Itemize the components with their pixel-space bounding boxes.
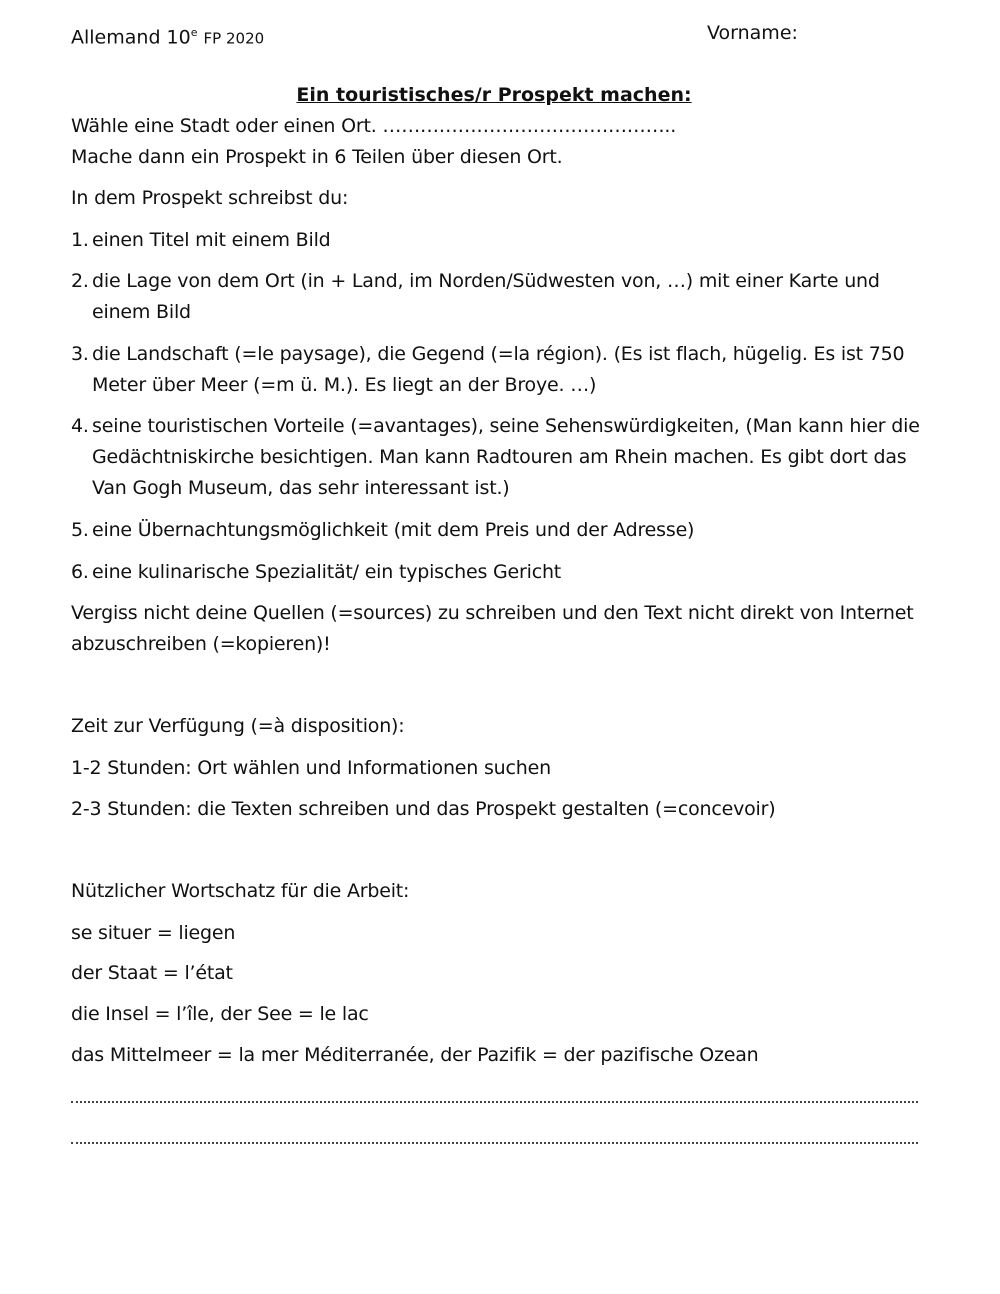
list-item [71,515,931,546]
subject-superscript: e [190,26,198,39]
list-item [71,225,931,256]
list-item-text: eine Übernachtungsmöglichkeit (mit dem Preis und der Adresse) [92,519,695,541]
list-item-text: die Lage von dem Ort (in + Land, im Norden/Südwesten von, …) mit einer Karte und einem Bild [92,270,880,323]
list-item-text: eine kulinarische Spezialität/ ein typisches Gericht [92,561,562,583]
course-label: FP 2020 [203,29,265,48]
vocab-entry: der Staat = l’état [71,962,233,984]
list-item [71,266,931,328]
list-item-text: seine touristischen Vorteile (=avantages), seine Sehenswürdigkeiten, (Man kann hier die Gedächtniskirche besichtigen. Man kann Radtouren am Rhein machen. Es gibt dort das Van Gogh Museum, das sehr interessant ist.) [92,415,920,499]
vocab-entry: die Insel = l’île, der See = le lac [71,1003,369,1025]
list-item [71,557,931,588]
time-step-2: 2-3 Stunden: die Texten schreiben und das Prospekt gestalten (=concevoir) [71,798,776,820]
list-item-number: 3. [71,343,89,365]
header-subject [71,18,264,53]
reminder-line-2: abzuschreiben (=kopieren)! [71,633,331,655]
intro-line-2: Mache dann ein Prospekt in 6 Teilen über diesen Ort. [71,146,563,168]
dotted-answer-line [71,1140,918,1144]
list-item-text: einen Titel mit einem Bild [92,229,331,251]
intro-line-3: In dem Prospekt schreibst du: [71,187,349,209]
vocab-heading: Nützlicher Wortschatz für die Arbeit: [71,880,410,902]
page-title: Ein touristisches/r Prospekt machen: [296,84,692,106]
subject-text: Allemand 10 [71,26,191,49]
list-item-number: 2. [71,270,89,292]
vocab-entry: se situer = liegen [71,922,236,944]
list-item [71,339,931,401]
dotted-answer-line [71,1099,918,1103]
list-item [71,411,931,504]
vocab-entry: das Mittelmeer = la mer Méditerranée, der Pazifik = der pazifische Ozean [71,1044,759,1066]
time-heading: Zeit zur Verfügung (=à disposition): [71,715,405,737]
list-item-number: 5. [71,519,89,541]
time-step-1: 1-2 Stunden: Ort wählen und Informationen suchen [71,757,551,779]
reminder-line-1: Vergiss nicht deine Quellen (=sources) zu schreiben und den Text nicht direkt von Internet [71,602,914,624]
intro-line-1: Wähle eine Stadt oder einen Ort. ……………………………………….. [71,115,677,137]
list-item-number: 6. [71,561,89,583]
name-label: Vorname: [707,22,798,44]
list-item-text: die Landschaft (=le paysage), die Gegend (=la région). (Es ist flach, hügelig. Es ist 750 Meter über Meer (=m ü. M.). Es liegt an der Broye. …) [92,343,905,396]
list-item-number: 4. [71,415,89,437]
list-item-number: 1. [71,229,89,251]
